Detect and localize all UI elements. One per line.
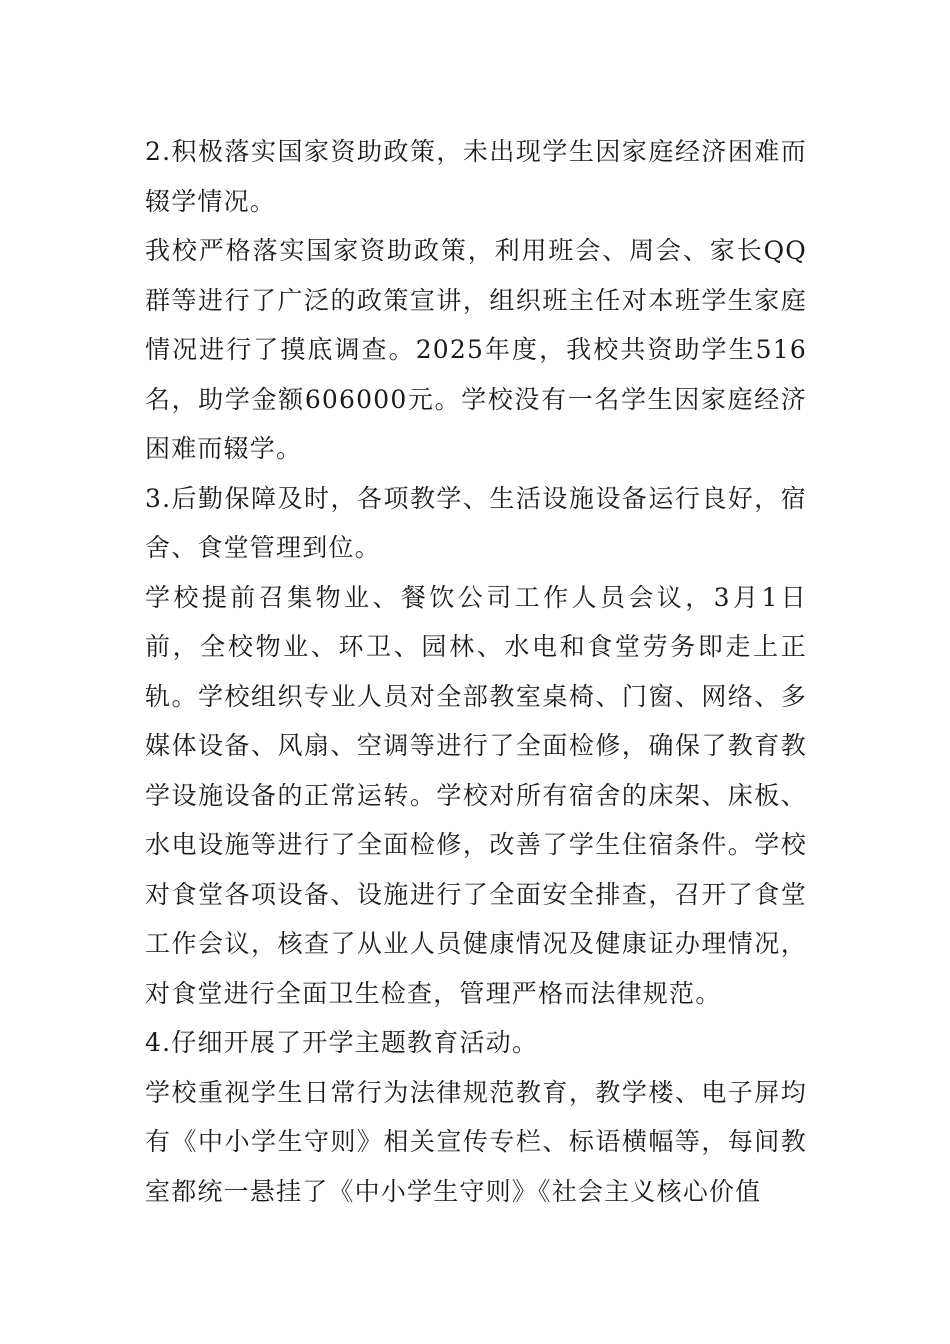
heading-item-2: 2.积极落实国家资助政策，未出现学生因家庭经济困难而辍学情况。: [145, 137, 807, 216]
paragraph-financial-aid: 我校严格落实国家资助政策，利用班会、周会、家长QQ群等进行了广泛的政策宣讲，组织班主任对本班学生家庭情况进行了摸底调查。2025年度，我校共资助学生516名，助学金额606000元。学校没有一名学生因家庭经济困难而辍学。: [145, 236, 807, 463]
heading-item-3: 3.后勤保障及时，各项教学、生活设施设备运行良好，宿舍、食堂管理到位。: [145, 483, 807, 562]
heading-item-4: 4.仔细开展了开学主题教育活动。: [145, 1028, 539, 1057]
paragraph-logistics: 学校提前召集物业、餐饮公司工作人员会议，3月1日前，全校物业、环卫、园林、水电和食堂劳务即走上正轨。学校组织专业人员对全部教室桌椅、门窗、网络、多媒体设备、风扇、空调等进行了全面检修，确保了教育教学设施设备的正常运转。学校对所有宿舍的床架、床板、水电设施等进行了全面检修，改善了学生住宿条件。学校对食堂各项设备、设施进行了全面安全排查，召开了食堂工作会议，核查了从业人员健康情况及健康证办理情况，对食堂进行全面卫生检查，管理严格而法律规范。: [145, 582, 807, 1008]
paragraph-theme-education: 学校重视学生日常行为法律规范教育，教学楼、电子屏均有《中小学生守则》相关宣传专栏、标语横幅等，每间教室都统一悬挂了《中小学生守则》《社会主义核心价值: [145, 1077, 807, 1206]
document-body: [145, 127, 807, 1216]
